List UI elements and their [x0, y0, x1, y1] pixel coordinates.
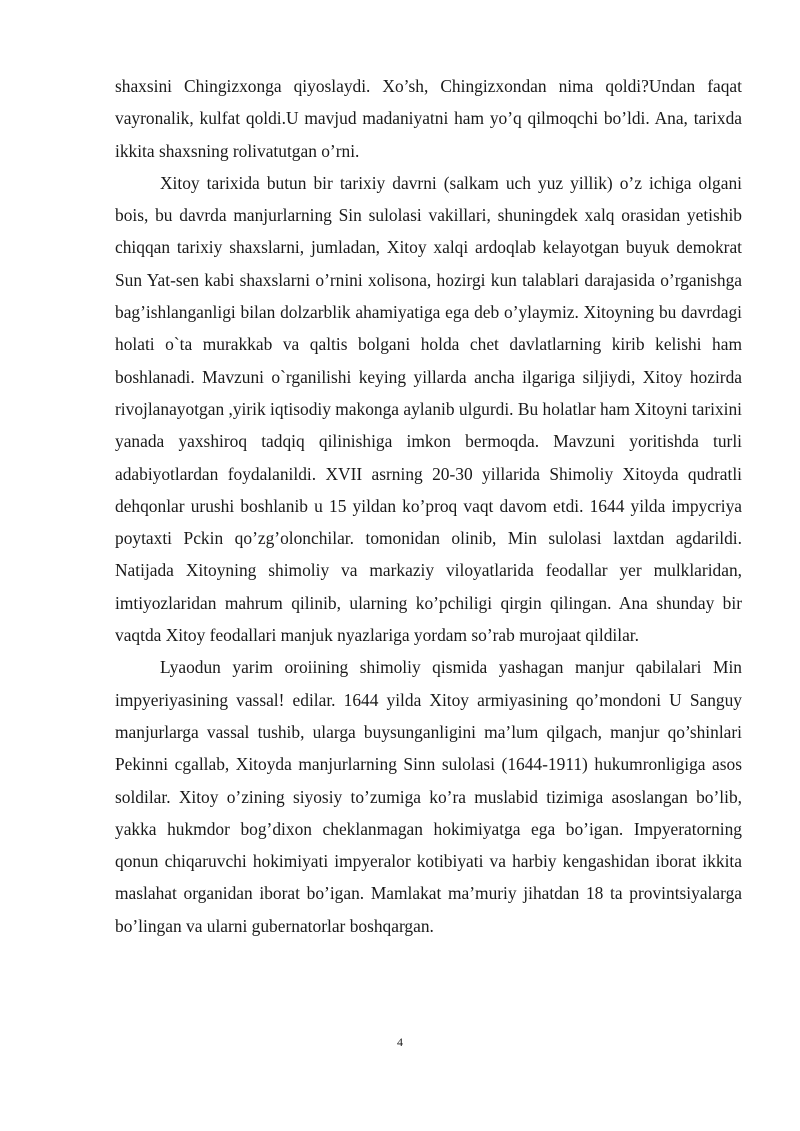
page-number: 4 [397, 1035, 403, 1049]
document-body [115, 70, 742, 942]
paragraph: shaxsini Chingizxonga qiyoslaydi. Xo’sh, Chingizxondan nima qoldi?Undan faqat vayronalik, kulfat qoldi.U mavjud madaniyatni ham yo’q qilmoqchi bo’ldi. Ana, tarixda ikkita shaxsning rolivatutgan o’rni. [115, 76, 742, 161]
paragraph: Lyaodun yarim oroiining shimoliy qismida yashagan manjur qabilalari Min impyeriyasining vassal! edilar. 1644 yilda Xitoy armiyasining qo’mondoni U Sanguy manjurlarga vassal tushib, ularga buysunganligini ma’lum qilgach, manjur qo’shinlari Pekinni cgallab, Xitoyda manjurlarning Sinn sulolasi (1644-1911) hukumronligiga asos soldilar. Xitoy o’zining siyosiy to’zumiga ko’ra muslabid tizimiga asoslangan bo’lib, yakka hukmdor bog’dixon cheklanmagan hokimiyatga ega bo’igan. Impyeratorning qonun chiqaruvchi hokimiyati impyeralor kotibiyati va harbiy kengashidan iborat ikkita maslahat organidan iborat bo’igan. Mamlakat ma’muriy jihatdan 18 ta provintsiyalarga bo’lingan va ularni gubernatorlar boshqargan. [115, 657, 742, 936]
paragraph: Xitoy tarixida butun bir tarixiy davrni (salkam uch yuz yillik) o’z ichiga olgani bois, bu davrda manjurlarning Sin sulolasi vakillari, shuningdek xalq orasidan yetishib chiqqan tarixiy shaxslarni, jumladan, Xitoy xalqi ardoqlab kelayotgan buyuk demokrat Sun Yat-sen kabi shaxslarni o’rnini xolisona, hozirgi kun talablari darajasida o’rganishga bag’ishlanganligi bilan dolzarblik ahamiyatiga ega deb o’ylaymiz. Xitoyning bu davrdagi holati o`ta murakkab va qaltis bolgani holda chet davlatlarning kirib kelishi ham boshlanadi. Mavzuni o`rganilishi keying yillarda ancha ilgariga siljiydi, Xitoy hozirda rivojlanayotgan ,yirik iqtisodiy makonga aylanib ulgurdi. Bu holatlar ham Xitoyni tarixini yanada yaxshiroq tadqiq qilinishiga imkon bermoqda. Mavzuni yoritishda turli adabiyotlardan foydalanildi. XVII asrning 20-30 yillarida Shimoliy Xitoyda qudratli dehqonlar urushi boshlanib u 15 yildan ko’proq vaqt davom etdi. 1644 yilda impycriya poytaxti Pckin qo’zg’olonchilar. tomonidan olinib, Min sulolasi laxtdan agdarildi. Natijada Xitoyning shimoliy va markaziy viloyatlarida feodallar yer mulklaridan, imtiyozlaridan mahrum qilinib, ularning ko’pchiligi qirgin qilingan. Ana shunday bir vaqtda Xitoy feodallari manjuk nyazlariga yordam so’rab murojaat qildilar. [115, 172, 742, 646]
